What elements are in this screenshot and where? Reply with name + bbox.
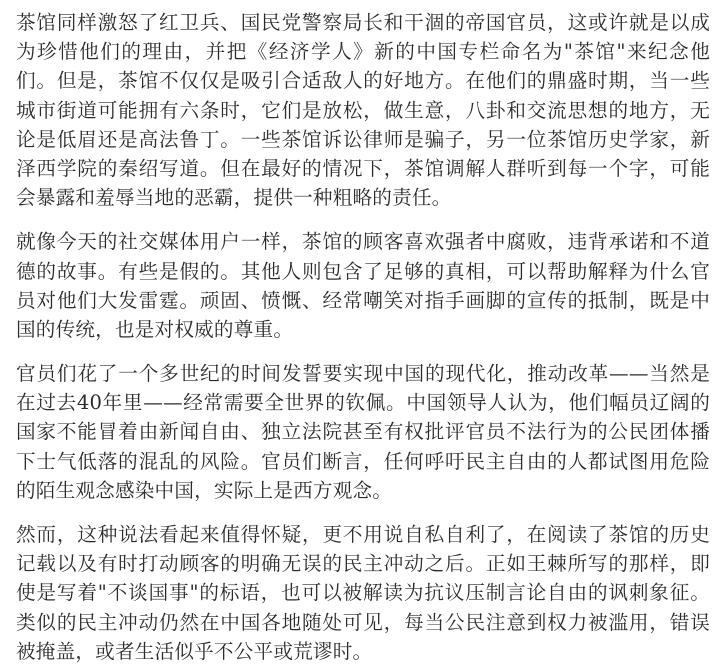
text-line: 官员们花了一个多世纪的时间发誓要实现中国的现代化，推动改革——当然是	[16, 362, 710, 386]
paragraph-2	[16, 227, 710, 344]
text-line: 使是写着"不谈国事"的标语，也可以被解读为抗议压制言论自由的讽刺象征。	[16, 581, 710, 605]
text-line: 国家不能冒着由新闻自由、独立法院甚至有权批评官员不法行为的公民团体播	[16, 420, 710, 444]
text-line: 然而，这种说法看起来值得怀疑，更不用说自私自利了，在阅读了茶馆的历史	[16, 523, 710, 546]
paragraph-4	[16, 520, 710, 666]
text-line: 记载以及有时打动顾客的明确无误的民主冲动之后。正如王棘所写的那样，即	[16, 552, 710, 576]
text-line: 类似的民主冲动仍然在中国各地随处可见，每当公民注意到权力被滥用，错误	[16, 610, 710, 634]
text-line: 茶馆同样激怒了红卫兵、国民党警察局长和干涸的帝国官员，这或许就是以成	[16, 11, 710, 34]
text-line: 的陌生观念感染中国，实际上是西方观念。	[16, 478, 393, 502]
text-line: 们。但是，茶馆不仅仅是吸引合适敌人的好地方。在他们的鼎盛时期，当一些	[16, 69, 710, 93]
text-line: 城市街道可能拥有六条时，它们是放松，做生意，八卦和交流思想的地方，无	[16, 98, 710, 122]
text-line: 员对他们大发雷霆。顽固、愤慨、经常嘲笑对指手画脚的宣传的抵制，既是中	[16, 288, 710, 312]
text-line: 国的传统，也是对权威的尊重。	[16, 317, 294, 341]
text-line: 为珍惜他们的理由，并把《经济学人》新的中国专栏命名为"茶馆"来纪念他	[16, 40, 710, 64]
text-line: 德的故事。有些是假的。其他人则包含了足够的真相，可以帮助解释为什么官	[16, 259, 710, 283]
paragraph-3	[16, 359, 710, 505]
text-line: 被掩盖，或者生活似乎不公平或荒谬时。	[16, 639, 373, 663]
text-line: 下士气低落的混乱的风险。官员们断言，任何呼吁民主自由的人都试图用危险	[16, 449, 710, 473]
text-line: 论是低眉还是高法鲁丁。一些茶馆诉讼律师是骗子，另一位茶馆历史学家，新	[16, 127, 710, 151]
paragraph-1	[16, 8, 710, 212]
text-line: 会暴露和羞辱当地的恶霸，提供一种粗略的责任。	[16, 186, 452, 210]
text-line: 泽西学院的秦绍写道。但在最好的情况下，茶馆调解人群听到每一个字，可能	[16, 156, 710, 180]
text-line: 在过去40年里——经常需要全世界的钦佩。中国领导人认为，他们幅员辽阔的	[16, 391, 710, 415]
text-line: 就像今天的社交媒体用户一样，茶馆的顾客喜欢强者中腐败，违背承诺和不道	[16, 230, 710, 254]
